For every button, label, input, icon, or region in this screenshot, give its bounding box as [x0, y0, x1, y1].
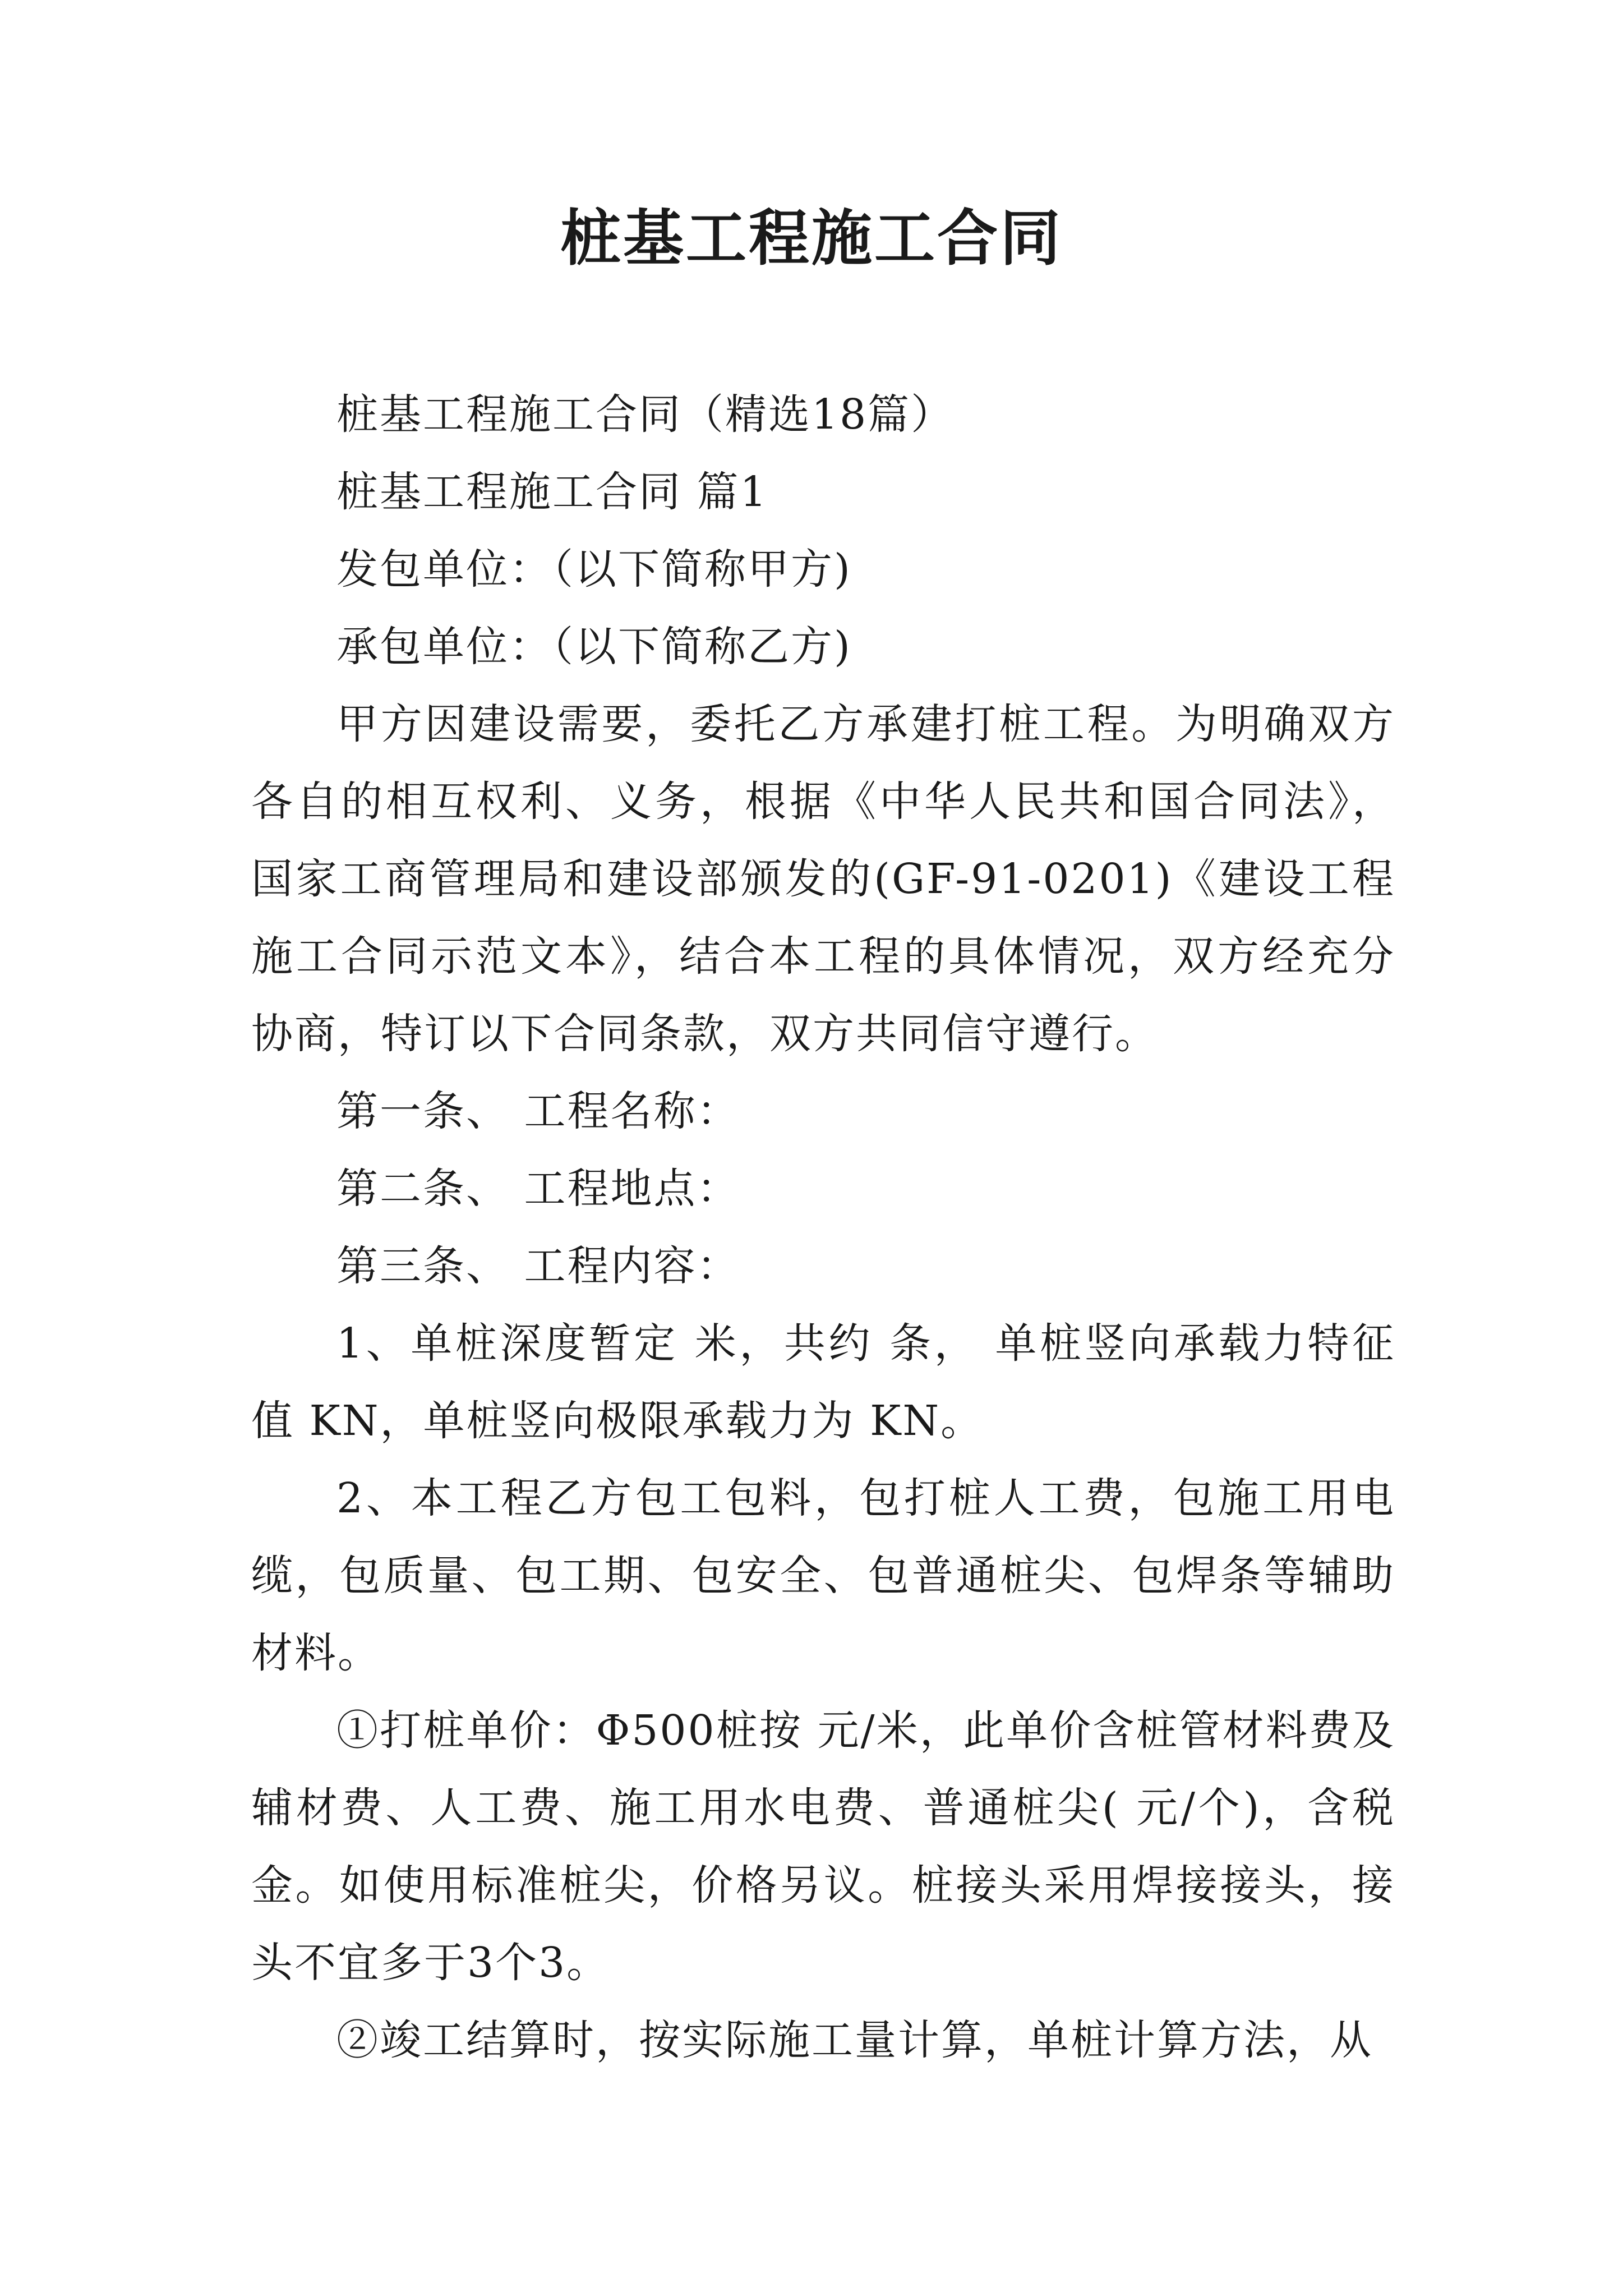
clause-1: 1、单桩深度暂定 米，共约 条， 单桩竖向承载力特征值 KN，单桩竖向极限承载力为 KN。: [251, 1319, 1395, 1445]
document-body: [251, 376, 1395, 2079]
subcontractor-line: 承包单位：（以下简称乙方): [336, 623, 852, 671]
preamble-paragraph: 甲方因建设需要，委托乙方承建打桩工程。为明确双方各自的相互权利、义务，根据《中华人民共和国合同法》，国家工商管理局和建设部颁发的(GF-91-0201)《建设工程施工合同示范文本》，结合本工程的具体情况，双方经充分协商，特订以下合同条款，双方共同信守遵行。: [251, 700, 1395, 1058]
document-title: 桩基工程施工合同: [560, 203, 1063, 274]
contractor-line: 发包单位：（以下简称甲方): [336, 545, 852, 593]
article-1: 第一条、 工程名称：: [336, 1087, 740, 1135]
section-heading: 桩基工程施工合同 篇1: [336, 468, 768, 516]
subtitle-line: 桩基工程施工合同（精选18篇）: [336, 390, 955, 439]
article-2: 第二条、 工程地点：: [336, 1165, 740, 1213]
clause-2-item-2: ②竣工结算时，按实际施工量计算，单桩计算方法，从: [336, 2016, 1373, 2064]
clause-2-item-1: ①打桩单价：Φ500桩按 元/米，此单价含桩管材料费及辅材费、人工费、施工用水电费、普通桩尖( 元/个)，含税金。如使用标准桩尖，价格另议。桩接头采用焊接接头，接头不宜多于3个3。: [251, 1706, 1395, 1987]
clause-2: 2、本工程乙方包工包料，包打桩人工费，包施工用电缆，包质量、包工期、包安全、包普通桩尖、包焊条等辅助材料。: [251, 1474, 1395, 1677]
article-3: 第三条、 工程内容：: [336, 1242, 740, 1290]
